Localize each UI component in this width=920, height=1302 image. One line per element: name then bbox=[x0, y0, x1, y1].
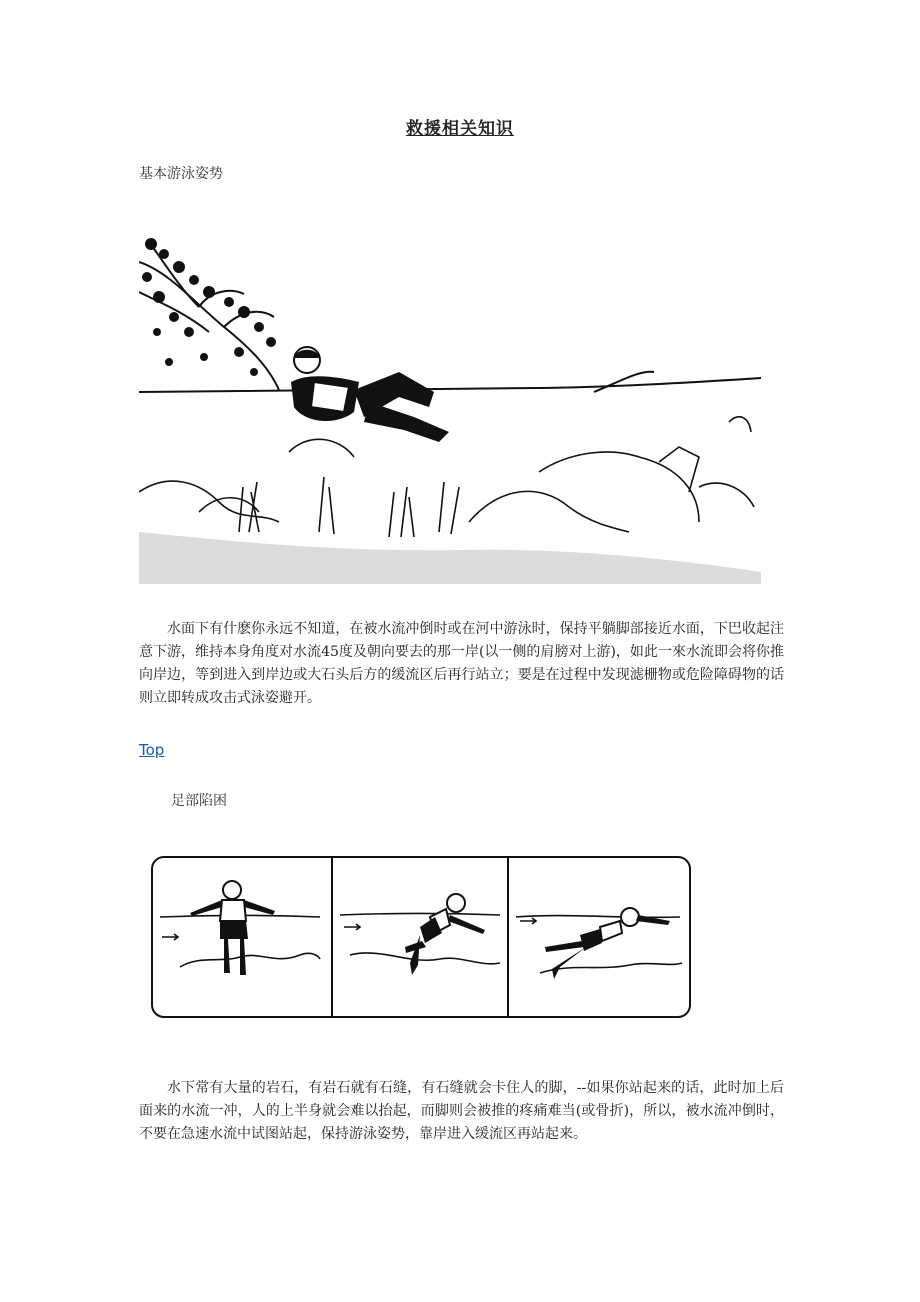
foot-entrapment-paragraph: 水下常有大量的岩石，有岩石就有石缝，有石缝就会卡住人的脚，--如果你站起来的话，此时加上后面来的水流一冲，人的上半身就会难以抬起，而脚则会被推的疼痛难当(或骨折)，所以，被水流冲倒时，不要在急速水流中试图站起，保持游泳姿势，靠岸进入缓流区再站起来。 bbox=[139, 1080, 784, 1142]
foot-entrapment-illustration bbox=[150, 855, 694, 1019]
section-heading-swimming-posture: 基本游泳姿势 bbox=[139, 166, 223, 182]
top-link[interactable]: Top bbox=[139, 741, 165, 759]
section-heading-foot-entrapment: 足部陷困 bbox=[171, 793, 227, 809]
swimming-posture-paragraph: 水面下有什麽你永远不知道，在被水流冲倒时或在河中游泳时，保持平躺脚部接近水面，下巴收起注意下游，维持本身角度对水流45度及朝向要去的那一岸(以一侧的肩膀对上游)，如此一來水流即会将你推向岸边，等到进入到岸边或大石头后方的缓流区后再行站立；要是在过程中发现滤栅物或危险障碍物的话则立即转成攻击式泳姿避开。 bbox=[139, 621, 784, 706]
river-swimmer-illustration bbox=[139, 232, 761, 584]
page-title: 救援相关知识 bbox=[406, 119, 514, 139]
